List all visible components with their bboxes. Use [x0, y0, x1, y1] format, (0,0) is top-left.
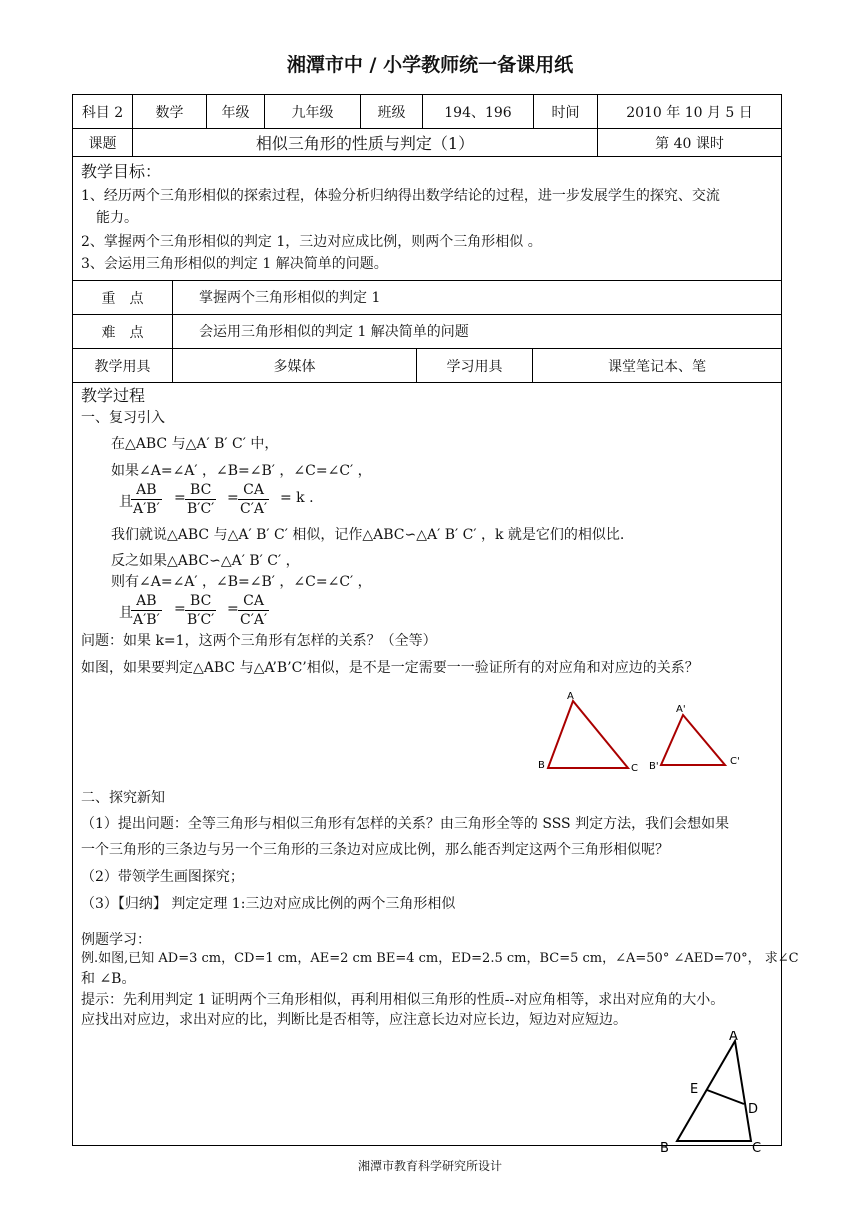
label-c: C — [631, 763, 638, 774]
label-b: B — [538, 760, 545, 771]
fraction-denominator: B′C′ — [187, 612, 215, 628]
difficulty-row — [73, 315, 781, 349]
fraction-ab — [131, 481, 162, 518]
label-b: B — [660, 1141, 669, 1153]
triangle-abc — [548, 701, 628, 768]
key-point-row — [73, 281, 781, 315]
tools-row — [73, 349, 781, 383]
label-e: E — [690, 1082, 699, 1097]
lesson-plan-form — [72, 94, 799, 1153]
label-a: A — [729, 1031, 738, 1044]
ratio-equation-1 — [73, 479, 473, 521]
fraction-numerator: AB — [136, 593, 157, 609]
key-point-value: 掌握两个三角形相似的判定 1 — [199, 290, 381, 306]
review-line: 如果∠A=∠A′ ，∠B=∠B′ ，∠C=∠C′ ， — [111, 463, 372, 479]
subject-label: 科目 2 — [73, 95, 133, 128]
qie-label: 且 — [119, 494, 133, 510]
equals-sign: = — [174, 490, 186, 506]
explore-line: 一个三角形的三条边与另一个三角形的三条边对应成比例，那么能否判定这两个三角形相似呢？ — [81, 842, 669, 858]
equals-sign: = — [227, 601, 239, 617]
fraction-denominator: C′A′ — [240, 501, 268, 517]
learn-tools-label: 学习用具 — [417, 349, 533, 382]
example-heading: 例题学习： — [81, 932, 151, 948]
ratio-equation-2 — [73, 590, 473, 632]
goal-item: 3、会运用三角形相似的判定 1 解决简单的问题。 — [81, 256, 388, 272]
label-b-prime: B' — [649, 761, 659, 772]
segment-ed — [707, 1090, 744, 1104]
label-c-prime: C' — [730, 756, 740, 767]
footer-credit: 湘潭市教育科学研究所设计 — [357, 1159, 502, 1173]
goal-item: 2、掌握两个三角形相似的判定 1，三边对应成比例，则两个三角形相似 。 — [81, 234, 542, 250]
qie-label: 且 — [119, 605, 133, 621]
hint-line: 提示：先利用判定 1 证明两个三角形相似，再利用相似三角形的性质--对应角相等，求出对应角的大小。 — [81, 992, 725, 1008]
equals-sign: = — [174, 601, 186, 617]
equals-k: = k . — [280, 490, 314, 506]
goals-section — [73, 157, 781, 281]
review-line: 反之如果△ABC∽△A′ B′ C′ ， — [111, 553, 300, 569]
example-line: 例.如图,已知 AD=3 cm，CD=1 cm，AE=2 cm BE=4 cm，ED=2.5 cm，BC=5 cm，∠A=50° ∠AED=70°， 求∠C — [81, 951, 799, 966]
time-value: 2010 年 10 月 5 日 — [626, 104, 753, 121]
review-line: 我们就说△ABC 与△A′ B′ C′ 相似，记作△ABC∽△A′ B′ C′ ，k 就是它们的相似比. — [111, 527, 625, 543]
explore-line: （3）【归纳】 判定定理 1:三边对应成比例的两个三角形相似 — [81, 896, 456, 912]
label-a-prime: A' — [676, 704, 686, 715]
difficulty-value: 会运用三角形相似的判定 1 解决简单的问题 — [199, 324, 469, 340]
review-line: 在△ABC 与△A′ B′ C′ 中， — [111, 436, 279, 452]
goal-item: 能力。 — [96, 210, 138, 226]
label-d: D — [748, 1102, 759, 1117]
question-line: 问题：如果 k=1，这两个三角形有怎样的关系？（全等） — [81, 633, 437, 649]
fraction-numerator: BC — [190, 482, 212, 498]
fraction-denominator: A′B′ — [133, 612, 160, 628]
fraction-numerator: CA — [243, 593, 264, 609]
fraction-ab — [131, 592, 162, 629]
teach-tools-value: 多媒体 — [173, 349, 417, 382]
label-c: C — [752, 1141, 762, 1153]
grade-value: 九年级 — [265, 95, 361, 128]
explore-line: （1）提出问题：全等三角形与相似三角形有怎样的关系？由三角形全等的 SSS 判定方法，我们会想如果 — [81, 816, 730, 832]
process-heading: 教学过程 — [81, 386, 146, 405]
hint-line: 应找出对应边，求出对应的比，判断比是否相等，应注意长边对应长边，短边对应短边。 — [81, 1012, 627, 1028]
time-label: 时间 — [534, 95, 598, 128]
key-point-label: 重 点 — [73, 281, 173, 314]
review-line: 则有∠A=∠A′ ，∠B=∠B′ ，∠C=∠C′ ， — [111, 574, 372, 590]
teach-tools-label: 教学用具 — [73, 349, 173, 382]
period-value: 第 40 课时 — [655, 135, 724, 152]
class-label: 班级 — [361, 95, 423, 128]
goal-item: 1、经历两个三角形相似的探索过程，体验分析归纳得出数学结论的过程，进一步发展学生的探究、交流 — [81, 188, 720, 204]
explore-line: （2）带领学生画图探究； — [81, 869, 244, 885]
section-review: 一、复习引入 — [81, 410, 165, 426]
fraction-numerator: CA — [243, 482, 264, 498]
equals-sign: = — [227, 490, 239, 506]
page-title: 湘潭市中 / 小学教师统一备课用纸 — [286, 54, 574, 76]
info-row — [73, 95, 781, 129]
fraction-denominator: C′A′ — [240, 612, 268, 628]
topic-label: 课题 — [73, 129, 133, 156]
difficulty-label: 难 点 — [73, 315, 173, 348]
fraction-bc — [185, 481, 216, 518]
fraction-denominator: A′B′ — [133, 501, 160, 517]
question-line: 如图，如果要判定△ABC 与△A’B’C’相似，是不是一定需要一一验证所有的对应角和对应边的关系？ — [81, 660, 699, 676]
example-line: 和 ∠B。 — [81, 971, 136, 987]
class-value: 194、196 — [423, 95, 534, 128]
fraction-ca — [238, 481, 269, 518]
triangle-abc-example — [677, 1041, 751, 1141]
subject-value: 数学 — [133, 95, 207, 128]
topic-row — [73, 129, 781, 157]
topic-value: 相似三角形的性质与判定（1） — [133, 129, 598, 156]
section-explore: 二、探究新知 — [81, 790, 165, 806]
fraction-bc — [185, 592, 216, 629]
fraction-numerator: BC — [190, 593, 212, 609]
label-a: A — [567, 691, 574, 702]
learn-tools-value: 课堂笔记本、笔 — [608, 358, 706, 375]
goals-heading: 教学目标： — [81, 162, 162, 181]
fraction-numerator: AB — [136, 482, 157, 498]
example-triangle-figure — [655, 1031, 775, 1153]
similar-triangles-figure — [533, 689, 783, 779]
triangle-a2b2c2 — [661, 715, 725, 765]
fraction-ca — [238, 592, 269, 629]
fraction-denominator: B′C′ — [187, 501, 215, 517]
process-section — [73, 383, 799, 1153]
grade-label: 年级 — [207, 95, 265, 128]
